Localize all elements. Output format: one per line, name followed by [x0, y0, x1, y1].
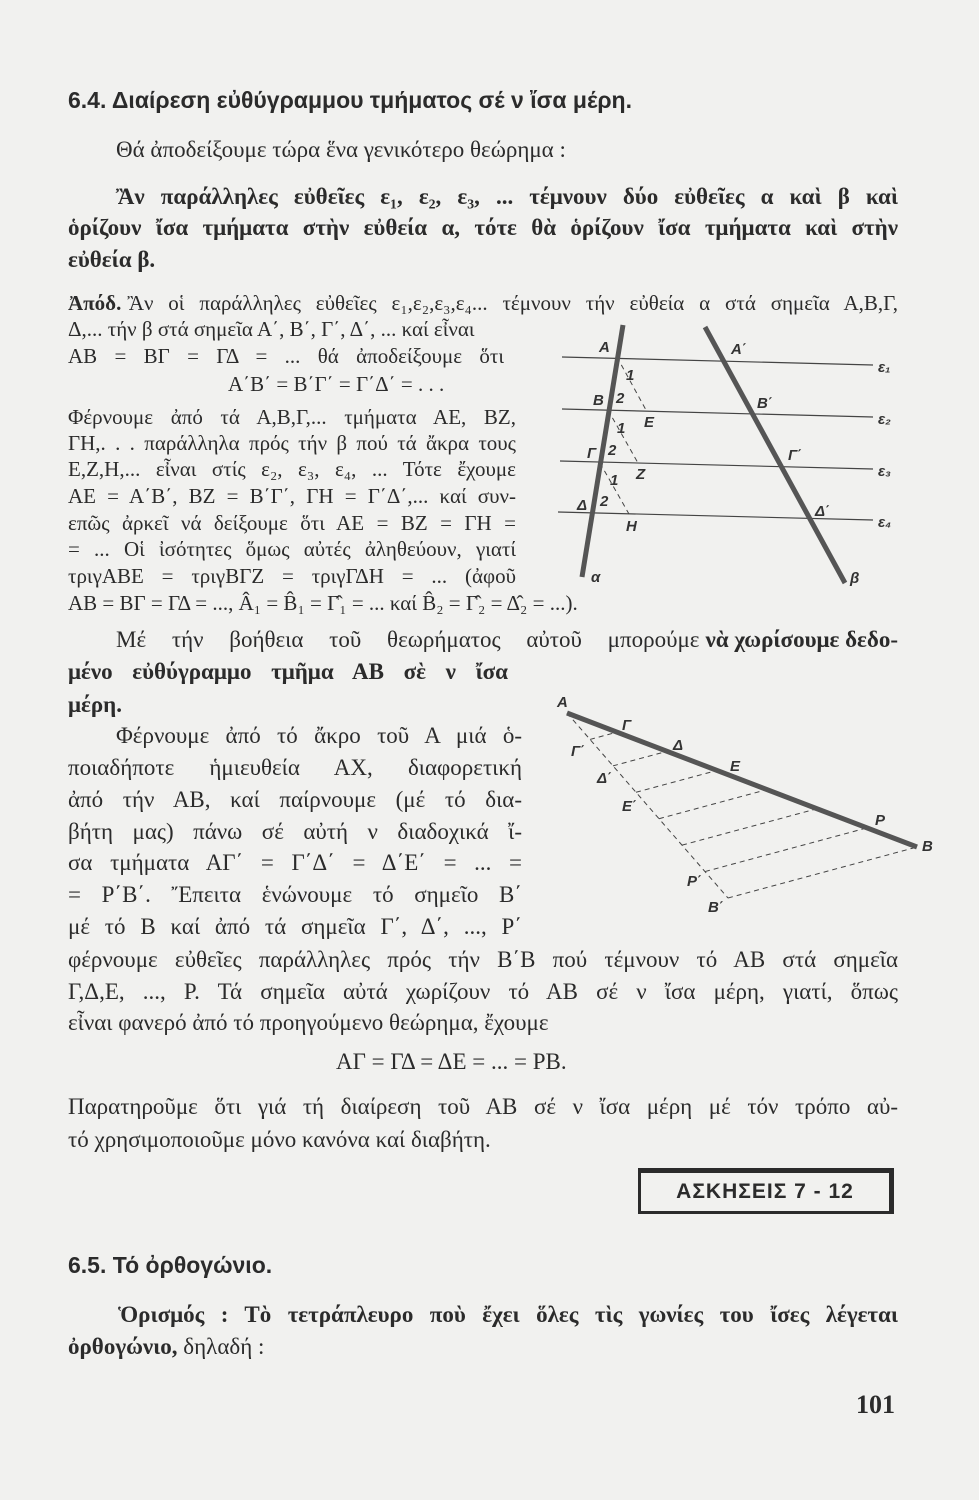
construction-line: Φέρνουμε ἀπό τό ἄκρο τοῦ Α μιά ὁ-	[116, 723, 522, 748]
label-D-prime: Δ΄	[597, 770, 613, 787]
label-A: A	[557, 694, 568, 711]
definition-line	[68, 1333, 264, 1361]
label-E: E	[730, 758, 741, 775]
label-e1: ε₁	[878, 359, 891, 376]
proof-line: = ... Οἱ ἰσότητες ὅμως αὐτές ἀληθεύουν, γιατί	[68, 537, 516, 561]
angle-label: 1	[610, 472, 619, 489]
method-text: Μέ τήν βοήθεια τοῦ θεωρήματος αὐτοῦ μπορούμε	[116, 627, 700, 652]
construction-line: μέ τό Β καί ἀπό τά σημεῖα Γ΄, Δ΄, ..., Ρ΄	[68, 914, 522, 939]
angle-label: 1	[617, 420, 626, 437]
parallel-segment	[636, 770, 717, 792]
label-P: P	[875, 812, 886, 829]
proof-line: ΓΗ,. . . παράλληλα πρός τήν β πού τά ἄκρα τους	[68, 431, 516, 455]
equation: ΑΓ = ΓΔ = ΔΕ = ... = ΡΒ.	[336, 1049, 567, 1074]
parallel-segment	[682, 809, 817, 845]
construction-line: Γ,Δ,Ε, ..., Ρ. Τά σημεῖα αὐτά χωρίζουν τό ΑΒ σέ ν ἴσα μέρη, γιατί, ὅπως	[68, 979, 898, 1004]
theorem-line: Ἂν παράλληλες εὐθεῖες ε₁, ε₂, ε₃, ... τέμνουν δύο εὐθεῖες α καὶ β καὶ	[116, 184, 898, 209]
label-alpha: α	[591, 569, 601, 586]
parallel-segment	[728, 847, 917, 898]
angle-label: 2	[600, 493, 609, 510]
definition-text: δηλαδή :	[177, 1334, 265, 1359]
proof-label: Ἀπόδ.	[68, 291, 122, 315]
method-line	[68, 626, 898, 654]
construction-line: εἶναι φανερό ἀπό τό προηγούμενο θεώρημα, ἔχουμε	[68, 1010, 549, 1035]
method-line: μένο εὐθύγραμμο τμῆμα ΑΒ σὲ ν ἴσα	[68, 659, 508, 684]
angle-label: 2	[608, 442, 617, 459]
theorem-line: ὁρίζουν ἴσα τμήματα στὴν εὐθεία α, τότε θὰ ὁρίζουν ἴσα τμήματα καὶ στὴν	[68, 215, 898, 240]
proof-line: Φέρνουμε ἀπό τά Α,Β,Γ,... τμήματα ΑΕ, ΒΖ,	[68, 405, 516, 429]
label-H: H	[626, 518, 637, 535]
label-G: Γ	[622, 717, 632, 734]
angle-label: 1	[626, 367, 635, 384]
angle-label: 2	[616, 390, 625, 407]
construction-line: ἀπό τήν ΑΒ, καί παίρνουμε (μέ τό δια-	[68, 787, 522, 812]
page-number: 101	[856, 1390, 895, 1419]
definition-term: ὀρθογώνιο,	[68, 1334, 178, 1359]
label-D: Δ	[673, 737, 684, 754]
parallel-segment	[613, 751, 667, 766]
construction-line: ποιαδήποτε ἡμιευθεία ΑΧ, διαφορετική	[68, 755, 522, 780]
remark-line: Παρατηροῦμε ὅτι γιά τή διαίρεση τοῦ ΑΒ σέ ν ἴσα μέρη μέ τόν τρόπο αὐ-	[68, 1094, 898, 1119]
construction-line: = Ρ΄Β΄. Ἔπειτα ἑνώνουμε τό σημεῖο Β΄	[68, 882, 522, 907]
label-D: Δ	[577, 497, 588, 514]
label-e3: ε₃	[878, 463, 892, 480]
proof-text: Ἂν οἱ παράλληλες εὐθεῖες ε₁,ε₂,ε₃,ε₄... τέμνουν τήν εὐθεία α στά σημεῖα Α,Β,Γ,	[127, 291, 898, 315]
ray-ax	[567, 713, 728, 898]
construction-line: φέρνουμε εὐθεῖες παράλληλες πρός τήν Β΄Β πού τέμνουν τό ΑΒ στά σημεῖα	[68, 947, 898, 972]
parallel-line-e1	[562, 357, 873, 365]
segment-ab	[567, 713, 917, 847]
label-B: B	[593, 392, 604, 409]
construction-line: σα τμήματα ΑΓ΄ = Γ΄Δ΄ = Δ΄Ε΄ = ... =	[68, 850, 522, 875]
division-figure	[556, 694, 933, 916]
label-E: E	[644, 414, 655, 431]
parallel-segment	[705, 828, 867, 872]
intro-text: Θά ἀποδείξουμε τώρα ἕνα γενικότερο θεώρημα :	[116, 137, 566, 162]
label-e2: ε₂	[878, 411, 891, 428]
exercises-box: ΑΣΚΗΣΕΙΣ 7 - 12	[638, 1168, 894, 1214]
method-emphasis: νὰ χωρίσουμε δεδο-	[705, 627, 898, 652]
label-P-prime: P΄	[687, 873, 702, 890]
label-Z: Z	[636, 466, 646, 483]
label-G: Γ	[587, 445, 597, 462]
label-G-prime: Γ΄	[571, 743, 586, 760]
proof-line: ΑΒ = ΒΓ = ΓΔ = ..., Â₁ = B̂₁ = Γ̂₁ = ... καί B̂₂ = Γ̂₂ = Δ̂₂ = ...).	[68, 591, 578, 615]
label-e4: ε₄	[878, 514, 892, 531]
proof-line: ΑΒ = ΒΓ = ΓΔ = ... θά ἀποδείξουμε ὅτι	[68, 344, 504, 368]
method-line: μέρη.	[68, 692, 122, 717]
label-A-prime: A΄	[731, 341, 747, 358]
theorem-line: εὐθεία β.	[68, 247, 156, 272]
proof-line: Δ,... τήν β στά σημεῖα Α΄, Β΄, Γ΄, Δ΄, ... καί εἶναι	[68, 317, 475, 341]
label-G-prime: Γ΄	[788, 447, 803, 464]
construction-line: βήτη μας) πάνω σέ αὐτή ν διαδοχικά ἴ-	[68, 819, 522, 844]
proof-line: επῶς ἀρκεῖ νά δείξουμε ὅτι ΑΕ = ΒΖ = ΓΗ =	[68, 511, 516, 535]
label-E-prime: E΄	[622, 798, 637, 815]
parallel-segment	[659, 790, 767, 819]
section-6-5-heading: 6.5. Τό ὀρθογώνιο.	[68, 1252, 273, 1278]
label-B: B	[922, 838, 933, 855]
definition-line: Ὁρισμός : Τὸ τετράπλευρο ποὺ ἔχει ὅλες τὶς γωνίες του ἴσες λέγεται	[118, 1302, 898, 1327]
label-A: A	[599, 339, 610, 356]
parallel-line-e3	[560, 461, 873, 469]
section-6-4-heading: 6.4. Διαίρεση εὐθύγραμμου τμήματος σέ ν ἴσα μέρη.	[68, 87, 632, 113]
remark-line: τό χρησιμοποιοῦμε μόνο κανόνα καί διαβήτη.	[68, 1127, 491, 1152]
proof-line: Ε,Ζ,Η,... εἶναι στίς ε₂, ε₃, ε₄, ... Τότε ἔχουμε	[68, 457, 516, 481]
proof-line: ΑΕ = Α΄Β΄, ΒΖ = Β΄Γ΄, ΓΗ = Γ΄Δ΄,... καί συν-	[68, 484, 516, 508]
label-D-prime: Δ΄	[815, 503, 831, 520]
line-beta	[705, 327, 845, 583]
proof-equation: Α΄Β΄ = Β΄Γ΄ = Γ΄Δ΄ = . . .	[228, 372, 445, 396]
proof-line: τριγΑΒΕ = τριγΒΓΖ = τριγΓΔΗ = ... (ἀφοῦ	[68, 564, 516, 588]
label-B-prime: B΄	[757, 395, 773, 412]
label-B-prime: B΄	[708, 899, 724, 916]
label-beta: β	[850, 570, 860, 587]
